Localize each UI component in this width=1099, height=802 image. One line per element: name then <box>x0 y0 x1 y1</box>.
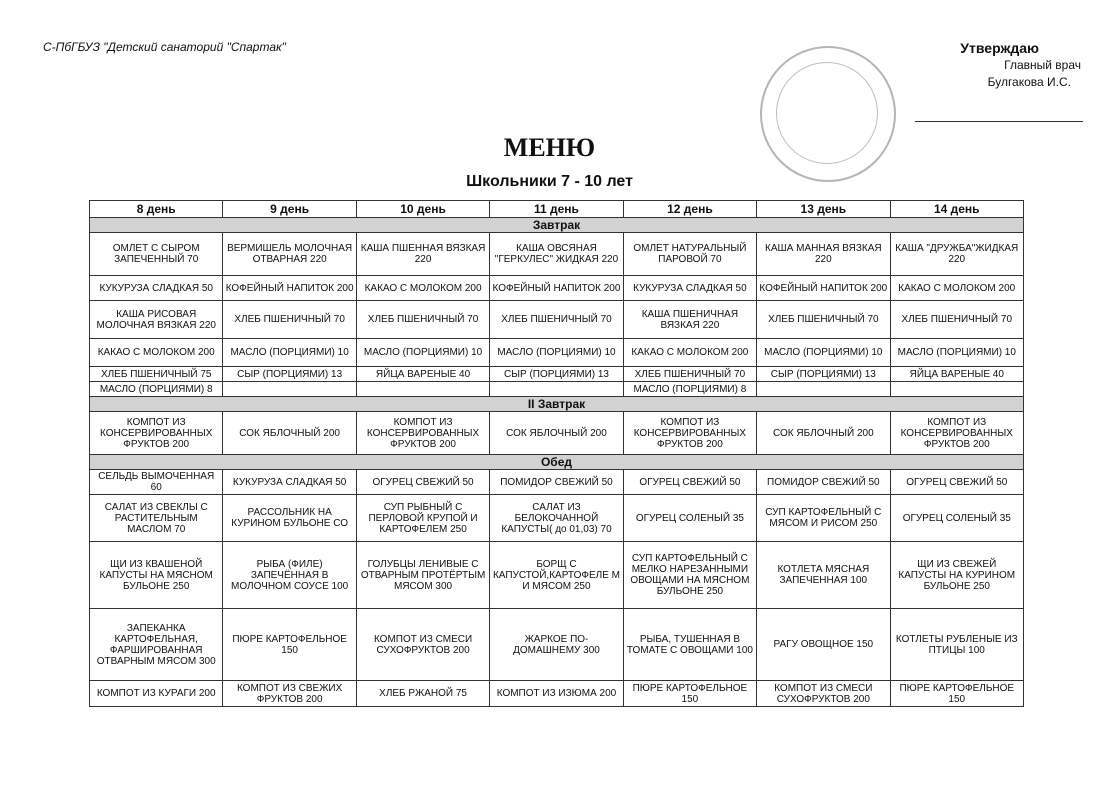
menu-cell: СУП КАРТОФЕЛЬНЫЙ С МЯСОМ И РИСОМ 250 <box>757 495 890 542</box>
menu-row <box>90 495 1024 542</box>
menu-cell: ЯЙЦА ВАРЕНЫЕ 40 <box>356 367 489 382</box>
menu-cell: КОТЛЕТЫ РУБЛЕНЫЕ ИЗ ПТИЦЫ 100 <box>890 609 1023 681</box>
menu-cell: КОМПОТ ИЗ КОНСЕРВИРОВАННЫХ ФРУКТОВ 200 <box>623 412 756 455</box>
menu-cell: КУКУРУЗА СЛАДКАЯ 50 <box>90 276 223 301</box>
menu-cell: ХЛЕБ ПШЕНИЧНЫЙ 70 <box>356 301 489 339</box>
menu-row <box>90 367 1024 382</box>
menu-cell: СЫР (ПОРЦИЯМИ) 13 <box>223 367 356 382</box>
day-header: 9 день <box>223 201 356 218</box>
menu-cell: КОФЕЙНЫЙ НАПИТОК 200 <box>757 276 890 301</box>
menu-cell: СОК ЯБЛОЧНЫЙ 200 <box>490 412 623 455</box>
menu-cell: КУКУРУЗА СЛАДКАЯ 50 <box>223 470 356 495</box>
menu-row <box>90 301 1024 339</box>
approve-name: Булгакова И.С. <box>987 75 1071 89</box>
menu-cell: СУП РЫБНЫЙ С ПЕРЛОВОЙ КРУПОЙ И КАРТОФЕЛЕМ 250 <box>356 495 489 542</box>
menu-cell <box>356 382 489 397</box>
menu-cell: КАКАО С МОЛОКОМ 200 <box>356 276 489 301</box>
menu-cell: КАКАО С МОЛОКОМ 200 <box>623 339 756 367</box>
day-header: 10 день <box>356 201 489 218</box>
menu-cell: КАКАО С МОЛОКОМ 200 <box>90 339 223 367</box>
menu-cell: ХЛЕБ РЖАНОЙ 75 <box>356 681 489 707</box>
section-second-breakfast <box>90 397 1024 412</box>
menu-cell <box>757 382 890 397</box>
menu-cell: ЩИ ИЗ СВЕЖЕЙ КАПУСТЫ НА КУРИНОМ БУЛЬОНЕ 250 <box>890 542 1023 609</box>
menu-cell: МАСЛО (ПОРЦИЯМИ) 10 <box>890 339 1023 367</box>
approval-block <box>960 40 1079 91</box>
menu-title: МЕНЮ <box>503 133 596 162</box>
menu-cell: КАША "ДРУЖБА"ЖИДКАЯ 220 <box>890 233 1023 276</box>
menu-cell: ОГУРЕЦ СВЕЖИЙ 50 <box>890 470 1023 495</box>
day-header-row <box>90 201 1024 218</box>
menu-cell: САЛАТ ИЗ БЕЛОКОЧАННОЙ КАПУСТЫ( до 01,03) 70 <box>490 495 623 542</box>
menu-cell: ОГУРЕЦ СОЛЕНЫЙ 35 <box>623 495 756 542</box>
menu-cell: КАША МАННАЯ ВЯЗКАЯ 220 <box>757 233 890 276</box>
menu-cell: МАСЛО (ПОРЦИЯМИ) 10 <box>490 339 623 367</box>
menu-cell: КАША ПШЕННАЯ ВЯЗКАЯ 220 <box>356 233 489 276</box>
menu-cell: СЕЛЬДЬ ВЫМОЧЕННАЯ 60 <box>90 470 223 495</box>
menu-row <box>90 609 1024 681</box>
menu-cell: КОТЛЕТА МЯСНАЯ ЗАПЕЧЕННАЯ 100 <box>757 542 890 609</box>
menu-cell: БОРЩ С КАПУСТОЙ,КАРТОФЕЛЕ М И МЯСОМ 250 <box>490 542 623 609</box>
menu-cell: ХЛЕБ ПШЕНИЧНЫЙ 70 <box>223 301 356 339</box>
menu-cell <box>490 382 623 397</box>
menu-cell: МАСЛО (ПОРЦИЯМИ) 8 <box>90 382 223 397</box>
menu-cell: КОФЕЙНЫЙ НАПИТОК 200 <box>490 276 623 301</box>
menu-cell: МАСЛО (ПОРЦИЯМИ) 10 <box>223 339 356 367</box>
menu-cell: ХЛЕБ ПШЕНИЧНЫЙ 70 <box>757 301 890 339</box>
menu-row <box>90 233 1024 276</box>
menu-cell: КОМПОТ ИЗ СМЕСИ СУХОФРУКТОВ 200 <box>356 609 489 681</box>
day-header: 11 день <box>490 201 623 218</box>
menu-cell: СЫР (ПОРЦИЯМИ) 13 <box>757 367 890 382</box>
menu-cell: ОМЛЕТ НАТУРАЛЬНЫЙ ПАРОВОЙ 70 <box>623 233 756 276</box>
menu-cell: СОК ЯБЛОЧНЫЙ 200 <box>757 412 890 455</box>
day-header: 12 день <box>623 201 756 218</box>
menu-cell: ОГУРЕЦ СВЕЖИЙ 50 <box>623 470 756 495</box>
menu-row <box>90 382 1024 397</box>
menu-cell: КАША РИСОВАЯ МОЛОЧНАЯ ВЯЗКАЯ 220 <box>90 301 223 339</box>
menu-cell: ПЮРЕ КАРТОФЕЛЬНОЕ 150 <box>223 609 356 681</box>
menu-cell: МАСЛО (ПОРЦИЯМИ) 10 <box>757 339 890 367</box>
menu-cell: КОМПОТ ИЗ КОНСЕРВИРОВАННЫХ ФРУКТОВ 200 <box>90 412 223 455</box>
menu-cell: РЫБА (ФИЛЕ) ЗАПЕЧЁННАЯ В МОЛОЧНОМ СОУСЕ 100 <box>223 542 356 609</box>
day-header: 14 день <box>890 201 1023 218</box>
menu-cell: ЩИ ИЗ КВАШЕНОЙ КАПУСТЫ НА МЯСНОМ БУЛЬОНЕ 250 <box>90 542 223 609</box>
menu-cell: ОГУРЕЦ СОЛЕНЫЙ 35 <box>890 495 1023 542</box>
approve-position: Главный врач <box>1004 58 1081 72</box>
menu-cell: ПЮРЕ КАРТОФЕЛЬНОЕ 150 <box>890 681 1023 707</box>
menu-cell <box>223 382 356 397</box>
menu-cell: ЗАПЕКАНКА КАРТОФЕЛЬНАЯ, ФАРШИРОВАННАЯ ОТВАРНЫМ МЯСОМ 300 <box>90 609 223 681</box>
menu-cell: ПОМИДОР СВЕЖИЙ 50 <box>757 470 890 495</box>
menu-cell: КАКАО С МОЛОКОМ 200 <box>890 276 1023 301</box>
menu-cell: ХЛЕБ ПШЕНИЧНЫЙ 75 <box>90 367 223 382</box>
menu-cell: ХЛЕБ ПШЕНИЧНЫЙ 70 <box>890 301 1023 339</box>
menu-cell: КОМПОТ ИЗ КОНСЕРВИРОВАННЫХ ФРУКТОВ 200 <box>890 412 1023 455</box>
menu-cell: КОФЕЙНЫЙ НАПИТОК 200 <box>223 276 356 301</box>
menu-cell: РАГУ ОВОЩНОЕ 150 <box>757 609 890 681</box>
day-header: 13 день <box>757 201 890 218</box>
menu-cell: КАША ОВСЯНАЯ "ГЕРКУЛЕС" ЖИДКАЯ 220 <box>490 233 623 276</box>
menu-cell: КОМПОТ ИЗ ИЗЮМА 200 <box>490 681 623 707</box>
approve-title: Утверждаю <box>960 40 1039 56</box>
menu-cell: МАСЛО (ПОРЦИЯМИ) 10 <box>356 339 489 367</box>
menu-cell: КОМПОТ ИЗ КУРАГИ 200 <box>90 681 223 707</box>
day-header: 8 день <box>90 201 223 218</box>
menu-cell: МАСЛО (ПОРЦИЯМИ) 8 <box>623 382 756 397</box>
menu-cell: СЫР (ПОРЦИЯМИ) 13 <box>490 367 623 382</box>
menu-cell: САЛАТ ИЗ СВЕКЛЫ С РАСТИТЕЛЬНЫМ МАСЛОМ 70 <box>90 495 223 542</box>
menu-cell: ГОЛУБЦЫ ЛЕНИВЫЕ С ОТВАРНЫМ ПРОТЁРТЫМ МЯСОМ 300 <box>356 542 489 609</box>
menu-cell: СУП КАРТОФЕЛЬНЫЙ С МЕЛКО НАРЕЗАННЫМИ ОВОЩАМИ НА МЯСНОМ БУЛЬОНЕ 250 <box>623 542 756 609</box>
menu-cell: ЖАРКОЕ ПО-ДОМАШНЕМУ 300 <box>490 609 623 681</box>
section-breakfast <box>90 218 1024 233</box>
menu-row <box>90 412 1024 455</box>
menu-cell: РЫБА, ТУШЕННАЯ В ТОМАТЕ С ОВОЩАМИ 100 <box>623 609 756 681</box>
menu-cell: ПОМИДОР СВЕЖИЙ 50 <box>490 470 623 495</box>
menu-cell: КОМПОТ ИЗ СМЕСИ СУХОФРУКТОВ 200 <box>757 681 890 707</box>
menu-cell: КОМПОТ ИЗ КОНСЕРВИРОВАННЫХ ФРУКТОВ 200 <box>356 412 489 455</box>
menu-row <box>90 339 1024 367</box>
menu-cell: ПЮРЕ КАРТОФЕЛЬНОЕ 150 <box>623 681 756 707</box>
menu-cell: ХЛЕБ ПШЕНИЧНЫЙ 70 <box>490 301 623 339</box>
menu-row <box>90 681 1024 707</box>
menu-cell: ХЛЕБ ПШЕНИЧНЫЙ 70 <box>623 367 756 382</box>
menu-cell: ВЕРМИШЕЛЬ МОЛОЧНАЯ ОТВАРНАЯ 220 <box>223 233 356 276</box>
menu-cell: ОМЛЕТ С СЫРОМ ЗАПЕЧЕННЫЙ 70 <box>90 233 223 276</box>
menu-row <box>90 470 1024 495</box>
menu-subtitle: Школьники 7 - 10 лет <box>466 173 633 190</box>
section-lunch <box>90 455 1024 470</box>
menu-cell: КУКУРУЗА СЛАДКАЯ 50 <box>623 276 756 301</box>
section-breakfast-label: Завтрак <box>90 218 1024 233</box>
menu-table <box>89 200 1024 707</box>
menu-row <box>90 542 1024 609</box>
menu-cell: КАША ПШЕНИЧНАЯ ВЯЗКАЯ 220 <box>623 301 756 339</box>
signature-line <box>915 121 1083 122</box>
organization-name: С-ПбГБУЗ "Детский санаторий "Спартак" <box>43 40 286 54</box>
menu-cell: КОМПОТ ИЗ СВЕЖИХ ФРУКТОВ 200 <box>223 681 356 707</box>
menu-cell: РАССОЛЬНИК НА КУРИНОМ БУЛЬОНЕ СО <box>223 495 356 542</box>
section-lunch-label: Обед <box>90 455 1024 470</box>
menu-cell: ЯЙЦА ВАРЕНЫЕ 40 <box>890 367 1023 382</box>
menu-row <box>90 276 1024 301</box>
section-second-breakfast-label: II Завтрак <box>90 397 1024 412</box>
menu-cell: ОГУРЕЦ СВЕЖИЙ 50 <box>356 470 489 495</box>
menu-cell: СОК ЯБЛОЧНЫЙ 200 <box>223 412 356 455</box>
menu-cell <box>890 382 1023 397</box>
